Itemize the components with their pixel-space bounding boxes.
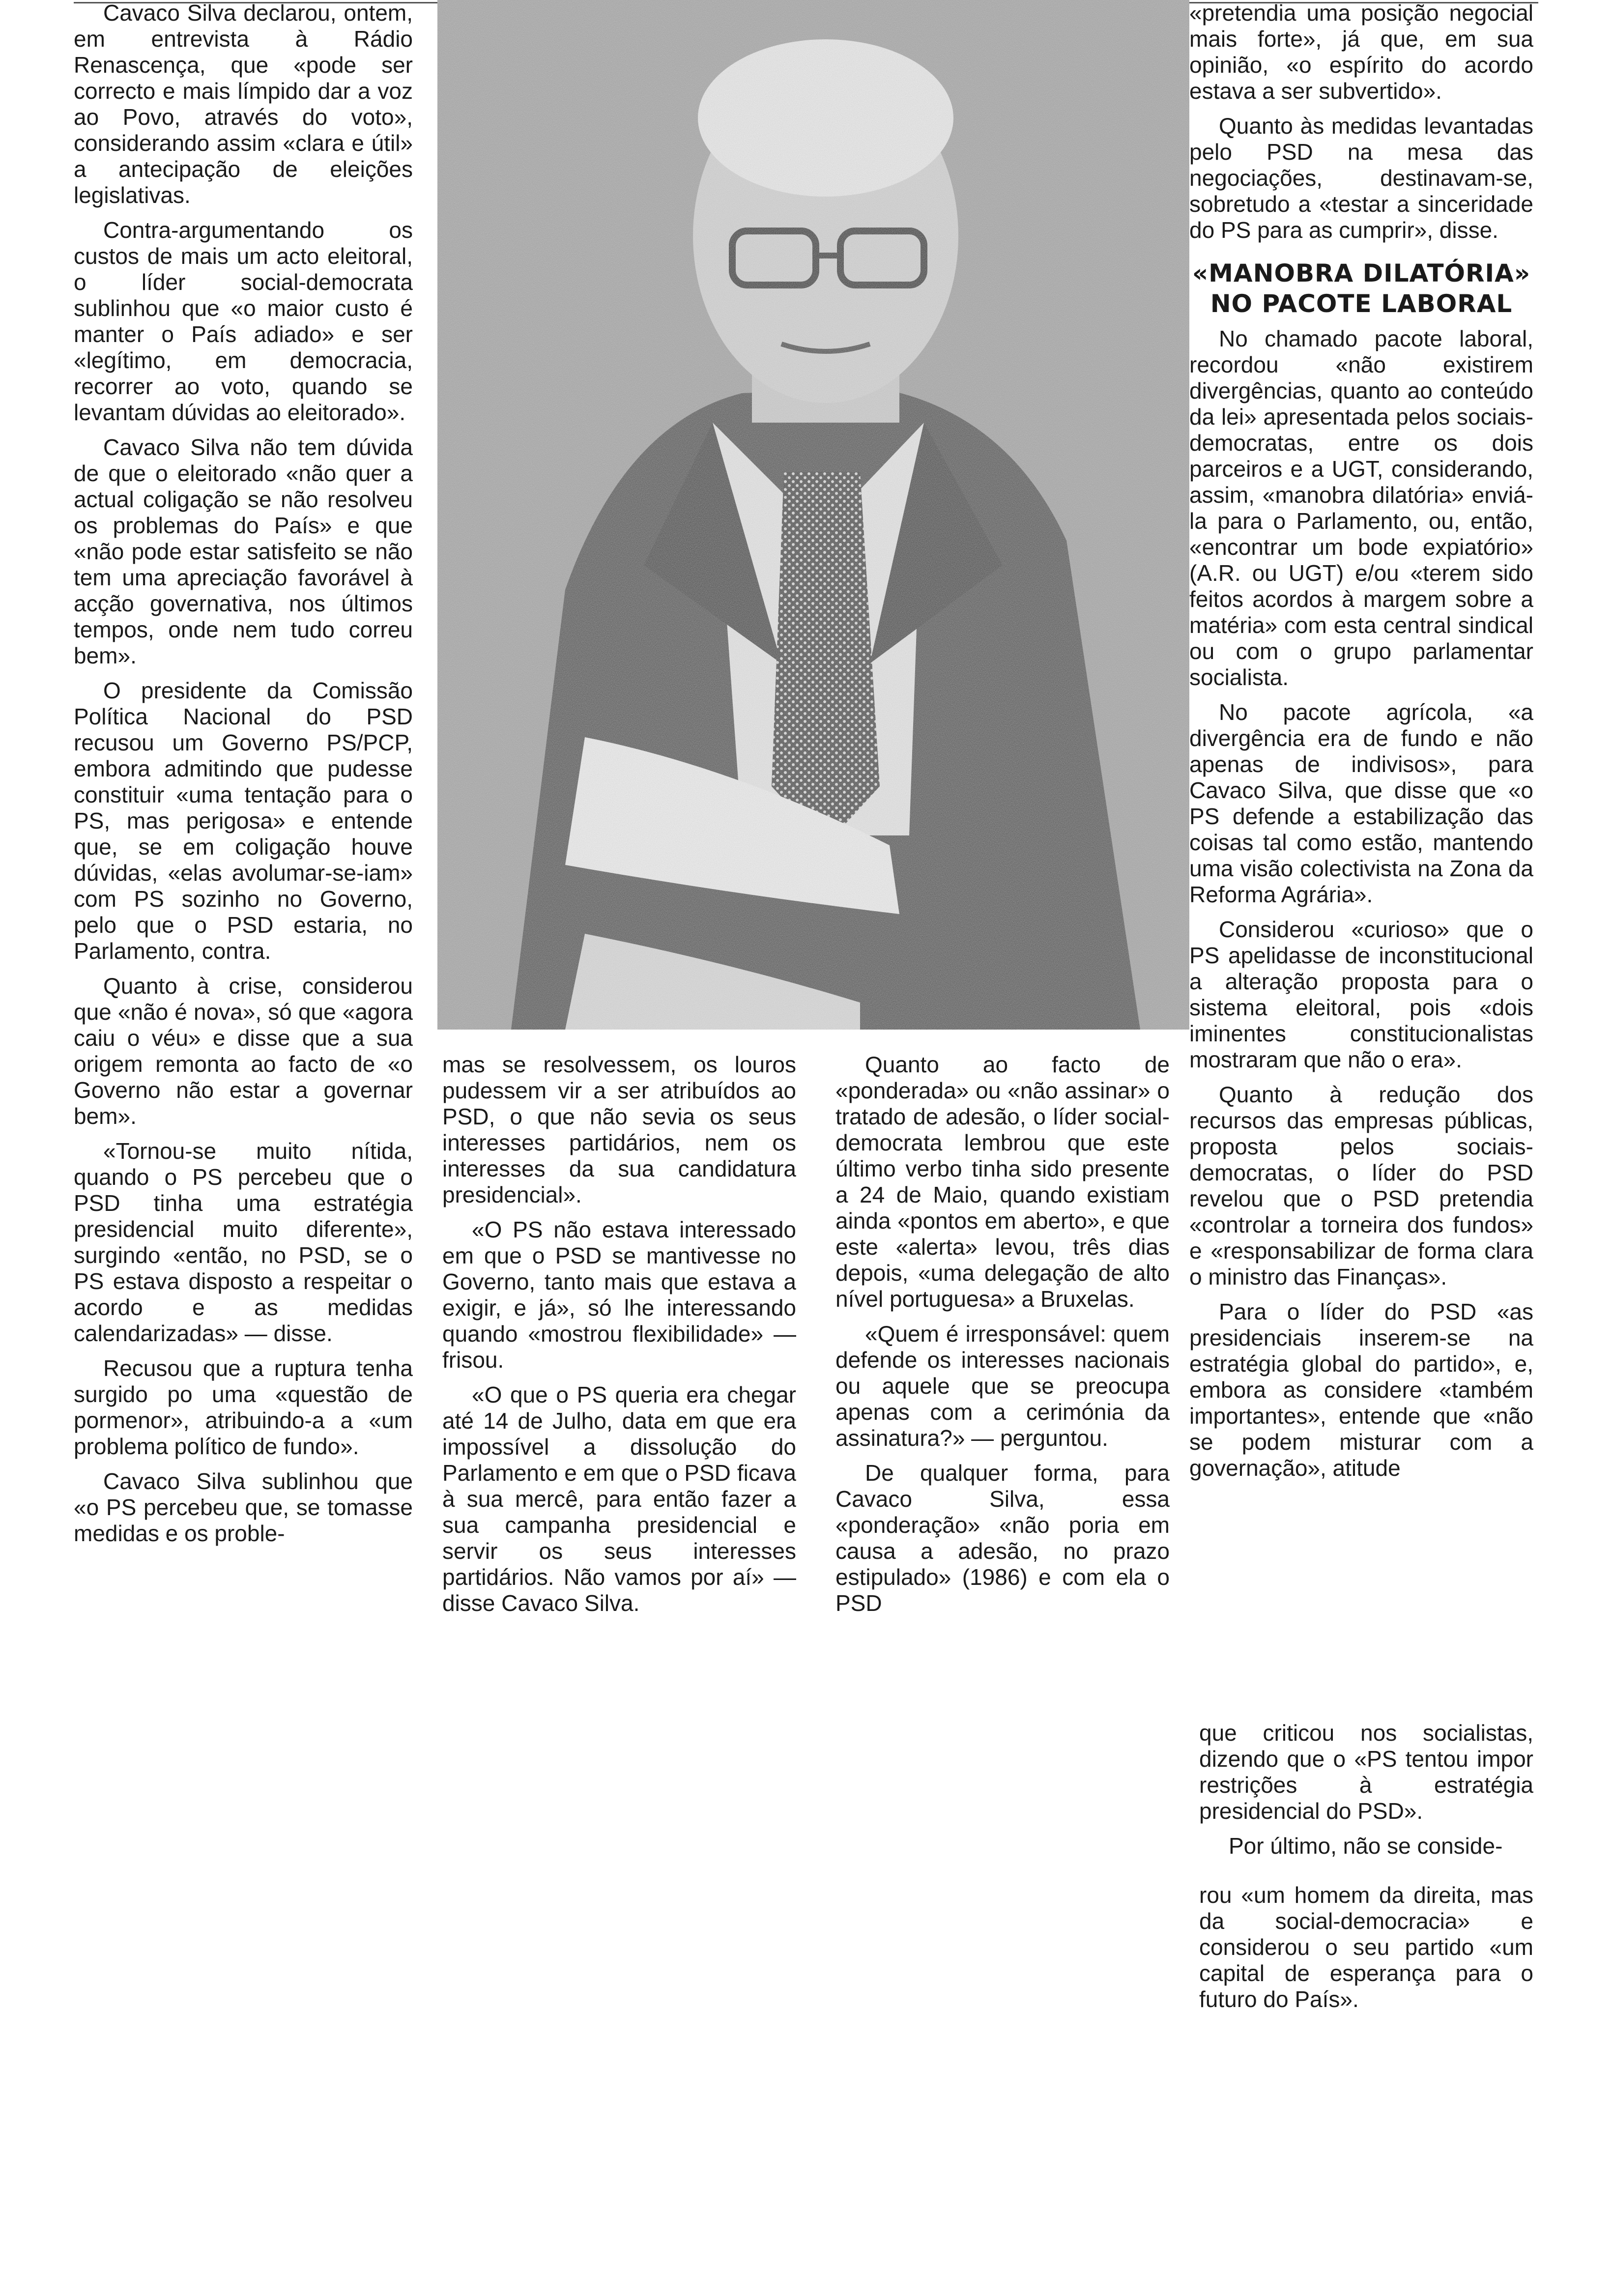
article-column-3 xyxy=(835,1052,1170,1625)
paragraph: Cavaco Silva não tem dúvida de que o eleitorado «não quer a actual coligação se não resolveu os problemas do País» e que «não pode estar satisfeito se não tem uma apreciação favorável à acção governativa, nos últimos tempos, onde nem tudo correu bem». xyxy=(74,434,413,668)
paragraph: que criticou nos socialistas, dizendo que o «PS tentou impor restrições à estratégia presidencial do PSD». xyxy=(1199,1720,1533,1824)
article-column-1 xyxy=(74,0,413,1555)
paragraph: De qualquer forma, para Cavaco Silva, essa «ponderação» «não poria em causa a adesão, no prazo estipulado» (1986) e com ela o PSD xyxy=(835,1460,1170,1616)
article-column-2 xyxy=(442,1052,796,1625)
paragraph: Cavaco Silva sublinhou que «o PS percebeu que, se tomasse medidas e os proble- xyxy=(74,1468,413,1546)
subheading-line: «MANOBRA DILATÓRIA» xyxy=(1192,259,1531,287)
article-column-4-end xyxy=(1199,1882,1533,2021)
paragraph: rou «um homem da direita, mas da social-democracia» e considerou o seu partido «um capital de esperança para o futuro do País». xyxy=(1199,1882,1533,2012)
paragraph: Para o líder do PSD «as presidenciais inserem-se na estratégia global do partido», e, embora as considere «também importantes», entende que «não se podem misturar com a governação», atitude xyxy=(1189,1299,1533,1481)
paragraph: Quanto às medidas levantadas pelo PSD na mesa das negociações, destinavam-se, sobretudo a «testar a sinceridade do PS para as cumprir», disse. xyxy=(1189,113,1533,243)
paragraph: No chamado pacote laboral, recordou «não existirem divergências, quanto ao conteúdo da lei» apresentada pelos sociais-democratas, entre os dois parceiros e a UGT, considerando, assim, «manobra dilatória» enviá-la para o Parlamento, ou, então, «encontrar um bode expiatório» (A.R. ou UGT) e/ou «terem sido feitos acordos à margem sobre a matéria» com esta central sindical ou com o grupo parlamentar socialista. xyxy=(1189,326,1533,690)
paragraph: Contra-argumentando os custos de mais um acto eleitoral, o líder social-democrata sublinhou que «o maior custo é manter o País adiado» e ser «legítimo, em democracia, recorrer ao voto, quando se levantam dúvidas ao eleitorado». xyxy=(74,217,413,425)
paragraph: mas se resolvessem, os louros pudessem vir a ser atribuídos ao PSD, o que não sevia os seus interesses partidários, nem os interesses da sua candidatura presidencial». xyxy=(442,1052,796,1207)
paragraph: «O PS não estava interessado em que o PSD se mantivesse no Governo, tanto mais que estava a exigir, e já», só lhe interessando quando «mostrou flexibilidade» — frisou. xyxy=(442,1217,796,1373)
paragraph: O presidente da Comissão Política Nacional do PSD recusou um Governo PS/PCP, embora admitindo que pudesse constituir «uma tentação para o PS, mas perigosa» e entende que, se em coligação houve dúvidas, «elas avolumar-se-iam» com PS sozinho no Governo, pelo que o PSD estaria, no Parlamento, contra. xyxy=(74,678,413,964)
paragraph: «pretendia uma posição negocial mais forte», já que, em sua opinião, «o espírito do acordo estava a ser subvertido». xyxy=(1189,0,1533,104)
paragraph: Quanto à crise, considerou que «não é nova», só que «agora caiu o véu» e disse que a sua origem remonta ao facto de «o Governo não estar a governar bem». xyxy=(74,973,413,1129)
paragraph: Por último, não se conside- xyxy=(1229,1833,1503,1859)
section-subheading xyxy=(1189,258,1533,319)
paragraph: «Quem é irresponsável: quem defende os interesses nacionais ou aquele que se preocupa apenas com a cerimónia da assinatura?» — perguntou. xyxy=(835,1321,1170,1451)
portrait-photo xyxy=(437,0,1189,1030)
paragraph: Cavaco Silva declarou, ontem, em entrevista à Rádio Renascença, que «pode ser correcto e mais límpido dar a voz ao Povo, através do voto», considerando assim «clara e útil» a antecipação de eleições legislativas. xyxy=(74,0,413,208)
article-column-4-continued xyxy=(1199,1720,1533,1868)
paragraph: «O que o PS queria era chegar até 14 de Julho, data em que era impossível a dissolução do Parlamento e em que o PSD ficava à sua mercê, para então fazer a sua campanha presidencial e servir os seus interesses partidários. Não vamos por aí» — disse Cavaco Silva. xyxy=(442,1382,796,1616)
paragraph: Quanto ao facto de «ponderada» ou «não assinar» o tratado de adesão, o líder social-democrata lembrou que este último verbo tinha sido presente a 24 de Maio, quando existiam ainda «pontos em aberto», e que este «alerta» levou, três dias depois, «uma delegação de alto nível portuguesa» a Bruxelas. xyxy=(835,1052,1170,1312)
paragraph: Quanto à redução dos recursos das empresas públicas, proposta pelos sociais-democratas, o líder do PSD revelou que o PSD pretendia «controlar a torneira dos fundos» e «responsabilizar de forma clara o ministro das Finanças». xyxy=(1189,1082,1533,1290)
paragraph: Recusou que a ruptura tenha surgido po uma «questão de pormenor», atribuindo-a a «um problema político de fundo». xyxy=(74,1355,413,1459)
paragraph: Considerou «curioso» que o PS apelidasse de inconstitucional a alteração proposta para o sistema eleitoral, pois «dois iminentes constitucionalistas mostraram que não o era». xyxy=(1189,917,1533,1072)
paragraph: «Tornou-se muito nítida, quando o PS percebeu que o PSD tinha uma estratégia presidencial muito diferente», surgindo «então, no PSD, se o PS estava disposto a respeitar o acordo e as medidas calendarizadas» — disse. xyxy=(74,1138,413,1346)
subheading-line: NO PACOTE LABORAL xyxy=(1210,289,1513,318)
article-column-4 xyxy=(1189,0,1533,1490)
paragraph: No pacote agrícola, «a divergência era de fundo e não apenas de indivisos», para Cavaco Silva, que disse que «o PS defende a estabilização das coisas tal como estão, mantendo uma visão colectivista na Zona da Reforma Agrária». xyxy=(1189,699,1533,907)
